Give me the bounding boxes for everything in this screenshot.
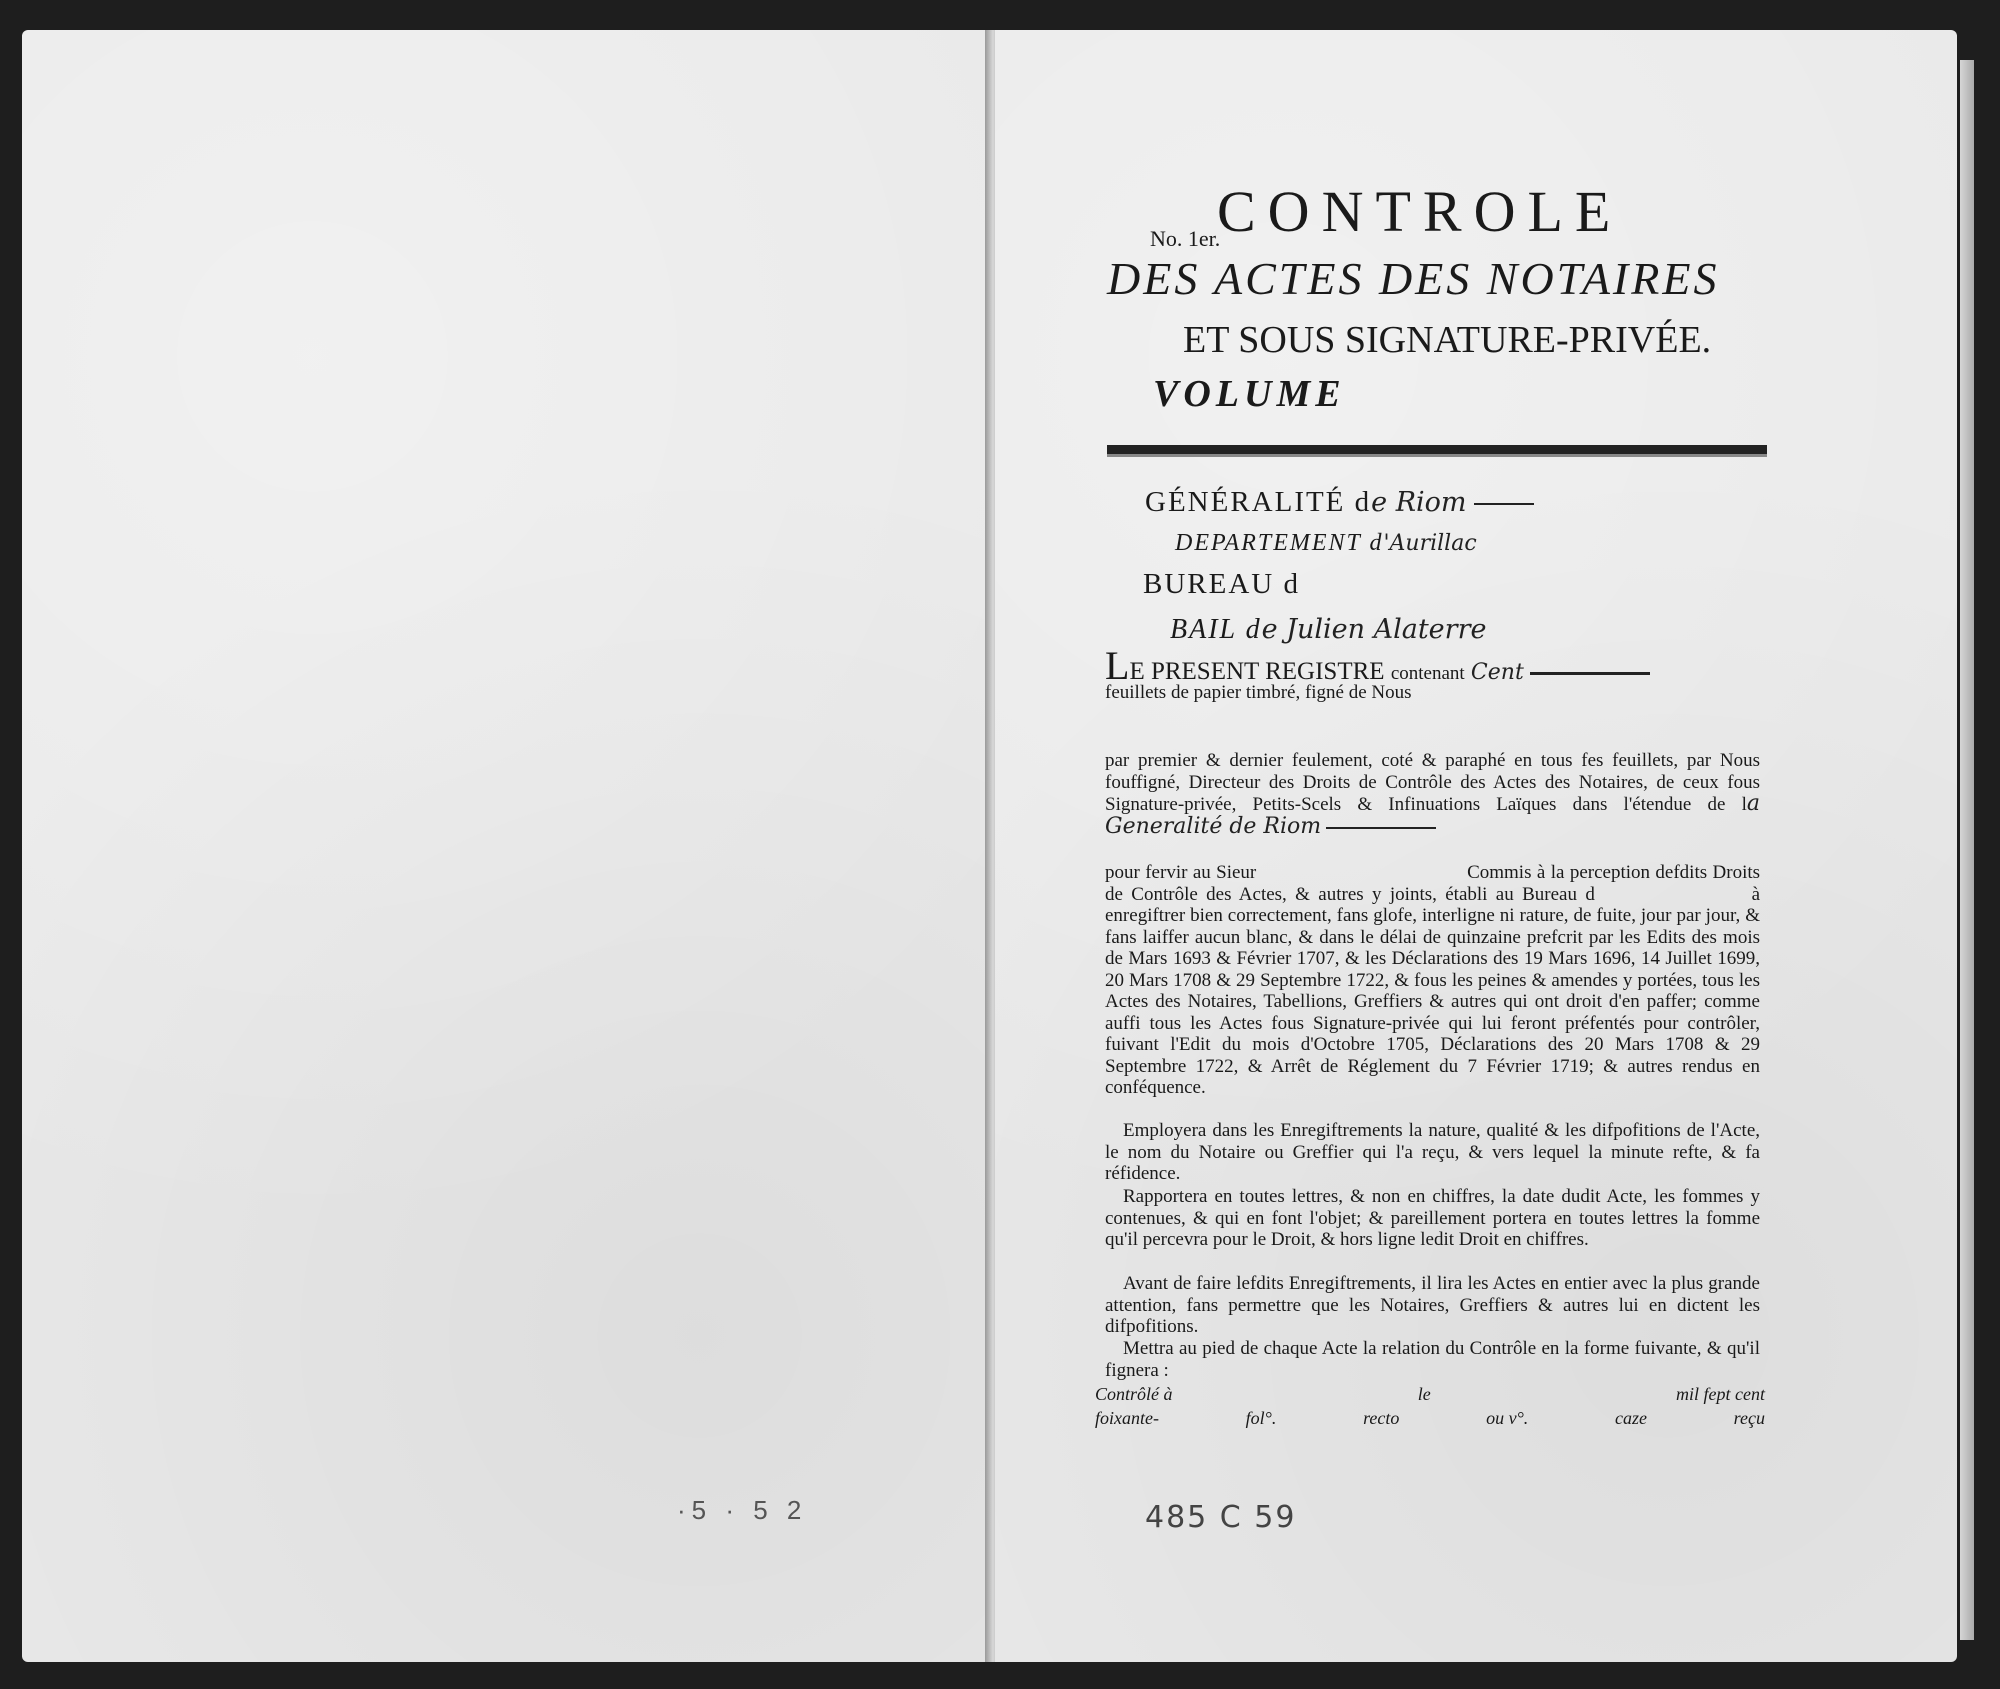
formula-cell: mil fept cent xyxy=(1676,1384,1765,1404)
page-edge xyxy=(1960,60,1974,1640)
bureau-label: BUREAU d xyxy=(1143,568,1300,600)
right-shelf-mark: 485 C 59 xyxy=(1145,1500,1297,1535)
title-signature: ET SOUS SIGNATURE-PRIVÉE. xyxy=(1183,319,1712,361)
paragraph-paraphe xyxy=(1105,750,1760,838)
right-page-title xyxy=(995,30,1957,1662)
paragraph-employera xyxy=(1105,1120,1760,1185)
formula-cell: recto xyxy=(1363,1408,1400,1428)
registre-line2: feuillets de papier timbré, figné de Nous xyxy=(1105,682,1412,703)
para5-text: Avant de faire lefdits Enregiftrements, il lira les Actes en entier avec la plus grande attention, fans permettre que les Notaires, Greffiers & autres lui en dictent les difpofitions. xyxy=(1105,1273,1760,1337)
formula-cell: reçu xyxy=(1733,1408,1765,1428)
departement-handwritten: 'Aurillac xyxy=(1383,531,1477,556)
control-formula xyxy=(1095,1382,1765,1430)
para3-text: Employera dans les Enregiftrements la nature, qualité & les difpofitions de l'Acte, le nom du Notaire ou Greffier qui l'a reçu, & vers lequel la minute refte, & fa réfidence. xyxy=(1105,1120,1760,1184)
title-volume: VOLUME xyxy=(1153,373,1346,415)
para1-text: par premier & dernier feulement, coté & paraphé en tous fes feuillets, par Nous fouffigné, Directeur des Droits de Contrôle des Actes des Notaires, de ceux fous Signature-privée, Petits-Scels & Infinuations Laïques dans l'étendue de l xyxy=(1105,750,1760,815)
paragraph-rapportera xyxy=(1105,1186,1760,1251)
bail-label: BAIL d xyxy=(1170,614,1262,645)
formula-cell: le xyxy=(1417,1384,1431,1404)
paragraph-sieur xyxy=(1105,862,1760,1099)
title-rule xyxy=(1107,445,1767,457)
registre-initial: L xyxy=(1105,643,1130,688)
generalite-underline xyxy=(1474,503,1534,505)
registre-count-handwritten: Cent xyxy=(1470,660,1524,685)
formula-row-2 xyxy=(1095,1406,1765,1430)
title-controle: CONTROLE xyxy=(1217,179,1623,244)
paragraph-avant xyxy=(1105,1273,1760,1338)
formula-cell: caze xyxy=(1614,1408,1647,1428)
bureau-field xyxy=(1143,568,1300,601)
departement-field xyxy=(1175,530,1477,557)
title-actes: DES ACTES DES NOTAIRES xyxy=(1107,253,1720,304)
para1-handwritten: a Generalité de Riom xyxy=(1105,791,1760,839)
formula-row-1 xyxy=(1095,1382,1765,1406)
para4-text: Rapportera en toutes lettres, & non en chiffres, la date dudit Acte, les fommes y contenues, & qui en font l'objet; & pareillement portera en toutes lettres la fomme qu'il percevra pour le Droit, & hors ligne ledit Droit en chiffres. xyxy=(1105,1186,1760,1250)
departement-label: DEPARTEMENT d xyxy=(1175,530,1384,556)
formula-cell: fol°. xyxy=(1245,1408,1277,1428)
para2-text-a: pour fervir au Sieur xyxy=(1105,862,1257,883)
registre-label: E PRESENT REGISTRE xyxy=(1129,658,1385,685)
para6-text: Mettra au pied de chaque Acte la relation du Contrôle en la forme fuivante, & qu'il fignera : xyxy=(1105,1338,1760,1381)
para2-text-b: Commis à la perception defdits Droits de Contrôle des Actes, & autres y joints, établi au Bureau d xyxy=(1105,862,1761,905)
para1-underline xyxy=(1326,827,1436,829)
formula-cell: ou v°. xyxy=(1486,1408,1529,1428)
paragraph-mettra xyxy=(1105,1338,1760,1381)
registre-contenant: contenant xyxy=(1390,663,1465,684)
formula-cell: foixante- xyxy=(1095,1408,1159,1428)
formula-cell: Contrôlé à xyxy=(1095,1384,1173,1404)
registre-underline xyxy=(1530,672,1650,675)
generalite-field xyxy=(1145,486,1534,519)
generalite-label: GÉNÉRALITÉ d xyxy=(1145,486,1372,518)
left-page-blank xyxy=(22,30,990,1662)
generalite-handwritten: e Riom xyxy=(1371,487,1467,518)
bail-handwritten: e Julien Alaterre xyxy=(1261,614,1487,645)
para2-text-c: à enregiftrer bien correctement, fans glofe, interligne ni rature, de fuite, jour par jour, & fans laiffer aucun blanc, & dans le délai de quinzaine prefcrit par les Edits des mois de Mars 1693 & Février 1707, & les Déclarations des 19 Mars 1696, 14 Juillet 1699, 20 Mars 1708 & 29 Septembre 1722, & fous les peines & amendes y portées, tous les Actes des Notaires, Tabellions, Greffiers & autres qui ont droit d'en paffer; comme auffi tous les Actes fous Signature-privée qui lui feront préfentés pour contrôler, fuivant l'Edit du mois d'Octobre 1705, Déclarations des 20 Mars 1708 & 29 Septembre 1722, & Arrêt de Réglement du 7 Février 1719; & autres rendus en conféquence. xyxy=(1105,883,1761,1098)
left-shelf-mark: ·5 · 5 2 xyxy=(677,1495,808,1525)
register-number: No. 1er. xyxy=(1150,226,1221,251)
